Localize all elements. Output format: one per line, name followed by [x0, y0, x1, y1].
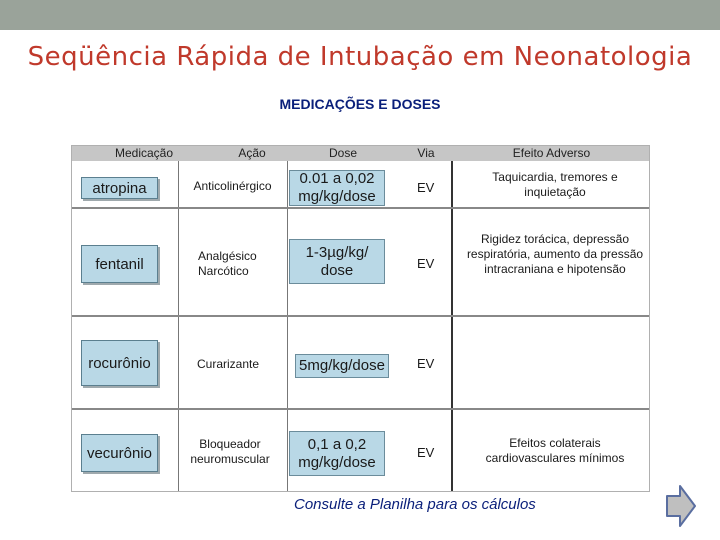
- dose-fentanil: 1-3µg/kg/ dose: [289, 239, 385, 284]
- med-rocuronio: rocurônio: [81, 340, 158, 386]
- table-header: [72, 146, 649, 161]
- acao-atropina: Anticolinérgico: [193, 179, 272, 193]
- med-fentanil: fentanil: [81, 245, 158, 283]
- header-via: Via: [417, 146, 435, 160]
- via-rocuronio: EV: [417, 356, 435, 371]
- row-divider: [72, 408, 649, 410]
- column-divider: [287, 161, 288, 491]
- header-efeito-adverso: Efeito Adverso: [512, 146, 591, 160]
- header-medicacao: Medicação: [114, 146, 174, 160]
- slide-subtitle: MEDICAÇÕES E DOSES: [279, 96, 441, 112]
- header-acao: Ação: [238, 146, 266, 160]
- header-dose: Dose: [328, 146, 357, 160]
- via-vecuronio: EV: [417, 445, 435, 460]
- row-divider: [72, 315, 649, 317]
- top-bar: [0, 0, 720, 30]
- footer-note: Consulte a Planilha para os cálculos: [294, 496, 536, 513]
- arrow-right-icon[interactable]: [666, 484, 696, 528]
- acao-rocuronio: Curarizante: [197, 357, 260, 371]
- med-atropina: atropina: [81, 177, 158, 199]
- med-vecuronio: vecurônio: [81, 434, 158, 472]
- dose-vecuronio: 0,1 a 0,2 mg/kg/dose: [289, 431, 385, 476]
- dose-rocuronio: 5mg/kg/dose: [295, 354, 389, 378]
- via-fentanil: EV: [417, 256, 435, 271]
- column-divider: [451, 161, 453, 491]
- efeito-atropina: Taquicardia, tremores e inquietação: [492, 170, 618, 199]
- efeito-fentanil: Rigidez torácica, depressão respiratória, aumento da pressão intracraniana e hipotensão: [466, 232, 644, 276]
- efeito-vecuronio: Efeitos colaterais cardiovasculares mínimos: [485, 436, 625, 465]
- via-atropina: EV: [417, 180, 435, 195]
- medication-table: [71, 145, 650, 492]
- dose-atropina: 0.01 a 0,02 mg/kg/dose: [289, 170, 385, 206]
- row-divider: [72, 207, 649, 209]
- column-divider: [178, 161, 179, 491]
- slide-title: Seqüência Rápida de Intubação em Neonatologia: [27, 42, 693, 72]
- acao-vecuronio: Bloqueador neuromuscular: [190, 437, 270, 466]
- acao-fentanil: Analgésico Narcótico: [198, 249, 257, 278]
